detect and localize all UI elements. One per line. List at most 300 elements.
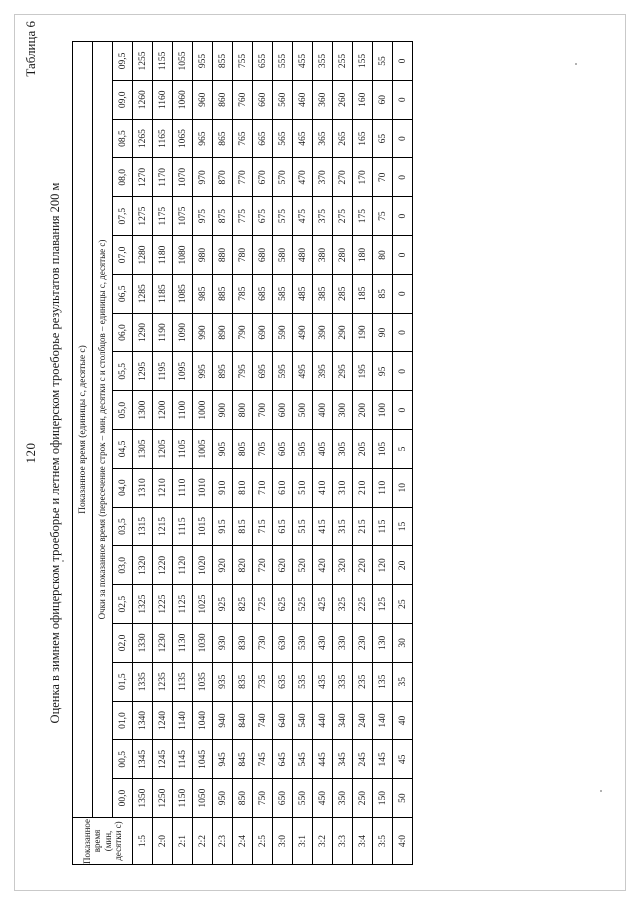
table-cell: 1170 (153, 157, 173, 196)
table-cell: 1015 (193, 507, 213, 546)
table-cell: 960 (193, 80, 213, 119)
table-cell: 410 (313, 468, 333, 507)
table-cell: 1270 (133, 157, 153, 196)
table-cell: 310 (333, 468, 353, 507)
table-cell: 1115 (173, 507, 193, 546)
table-cell: 675 (253, 196, 273, 235)
table-cell: 730 (253, 623, 273, 662)
table-cell: 1110 (173, 468, 193, 507)
table-cell: 900 (213, 390, 233, 429)
table-cell: 230 (353, 623, 373, 662)
table-cell: 445 (313, 739, 333, 778)
table-cell: 770 (233, 157, 253, 196)
column-header: 08,5 (113, 119, 133, 158)
table-cell: 450 (313, 778, 333, 817)
table-cell: 1130 (173, 623, 193, 662)
table-cell: 165 (353, 119, 373, 158)
column-header: 04,0 (113, 468, 133, 507)
table-cell: 435 (313, 662, 333, 701)
table-cell: 150 (373, 778, 393, 817)
row-header: 2:0 (153, 817, 173, 864)
table-cell: 50 (393, 778, 413, 817)
table-cell: 400 (313, 390, 333, 429)
table-cell: 25 (393, 584, 413, 623)
table-cell: 45 (393, 739, 413, 778)
table-cell: 605 (273, 429, 293, 468)
table-cell: 805 (233, 429, 253, 468)
column-header: 07,0 (113, 235, 133, 274)
table-cell: 790 (233, 313, 253, 352)
table-cell: 885 (213, 274, 233, 313)
table-cell: 1125 (173, 584, 193, 623)
table-cell: 1325 (133, 584, 153, 623)
table-cell: 990 (193, 313, 213, 352)
table-cell: 205 (353, 429, 373, 468)
table-cell: 0 (393, 235, 413, 274)
table-cell: 85 (373, 274, 393, 313)
column-header: 02,5 (113, 584, 133, 623)
table-cell: 300 (333, 390, 353, 429)
table-label: Таблица 6 (23, 20, 38, 77)
row-header: 1:5 (133, 817, 153, 864)
table-cell: 15 (393, 507, 413, 546)
table-cell: 360 (313, 80, 333, 119)
table-cell: 720 (253, 545, 273, 584)
table-cell: 545 (293, 739, 313, 778)
table-cell: 110 (373, 468, 393, 507)
table-header-row-2 (93, 41, 113, 864)
table-cell: 5 (393, 429, 413, 468)
table-cell: 95 (373, 351, 393, 390)
table-cell: 0 (393, 196, 413, 235)
table-cell: 765 (233, 119, 253, 158)
table-cell: 455 (293, 41, 313, 80)
table-cell: 1005 (193, 429, 213, 468)
table-cell: 405 (313, 429, 333, 468)
table-cell: 1135 (173, 662, 193, 701)
table-cell: 1240 (153, 701, 173, 740)
table-cell: 370 (313, 157, 333, 196)
table-cell: 1060 (173, 80, 193, 119)
table-cell: 555 (273, 41, 293, 80)
table-cell: 780 (233, 235, 253, 274)
table-cell: 1180 (153, 235, 173, 274)
table-cell: 1245 (153, 739, 173, 778)
table-cell: 1215 (153, 507, 173, 546)
table-cell: 1165 (153, 119, 173, 158)
table-cell: 1305 (133, 429, 153, 468)
table-cell: 420 (313, 545, 333, 584)
table-cell: 70 (373, 157, 393, 196)
table-cell: 1275 (133, 196, 153, 235)
table-cell: 1040 (193, 701, 213, 740)
table-cell: 280 (333, 235, 353, 274)
table-cell: 1340 (133, 701, 153, 740)
column-header: 00,5 (113, 739, 133, 778)
table-cell: 475 (293, 196, 313, 235)
table-cell: 550 (293, 778, 313, 817)
table-cell: 510 (293, 468, 313, 507)
table-cell: 1260 (133, 80, 153, 119)
table-cell: 565 (273, 119, 293, 158)
table-cell: 1145 (173, 739, 193, 778)
table-cell: 1300 (133, 390, 153, 429)
column-header: 08,0 (113, 157, 133, 196)
table-cell: 745 (253, 739, 273, 778)
table-cell: 635 (273, 662, 293, 701)
table-cell: 715 (253, 507, 273, 546)
page-title: Оценка в зимнем офицерском троеборье и летнем офицерском троеборье результатов плавания 200 м (48, 182, 62, 723)
table-cell: 840 (233, 701, 253, 740)
table-cell: 580 (273, 235, 293, 274)
table-cell: 1025 (193, 584, 213, 623)
column-header: 09,5 (113, 41, 133, 80)
table-header-row-3 (113, 41, 133, 864)
table-cell: 935 (213, 662, 233, 701)
table-cell: 125 (373, 584, 393, 623)
table-cell: 1155 (153, 41, 173, 80)
table-row (173, 41, 193, 864)
table-cell: 1105 (173, 429, 193, 468)
table-row (373, 41, 393, 864)
table-cell: 1350 (133, 778, 153, 817)
table-cell: 160 (353, 80, 373, 119)
table-cell: 785 (233, 274, 253, 313)
table-cell: 640 (273, 701, 293, 740)
table-cell: 1265 (133, 119, 153, 158)
column-header: 03,5 (113, 507, 133, 546)
table-cell: 275 (333, 196, 353, 235)
column-header: 06,5 (113, 274, 133, 313)
table-cell: 1050 (193, 778, 213, 817)
table-cell: 855 (213, 41, 233, 80)
table-cell: 460 (293, 80, 313, 119)
table-cell: 490 (293, 313, 313, 352)
table-cell: 1080 (173, 235, 193, 274)
table-cell: 0 (393, 274, 413, 313)
table-cell: 350 (333, 778, 353, 817)
table-cell: 755 (233, 41, 253, 80)
row-header: 3:1 (293, 817, 313, 864)
column-header: 04,5 (113, 429, 133, 468)
table-cell: 195 (353, 351, 373, 390)
table-cell: 175 (353, 196, 373, 235)
table-cell: 860 (213, 80, 233, 119)
table-cell: 290 (333, 313, 353, 352)
table-cell: 930 (213, 623, 233, 662)
table-cell: 1195 (153, 351, 173, 390)
table-cell: 425 (313, 584, 333, 623)
table-cell: 385 (313, 274, 333, 313)
table-cell: 1200 (153, 390, 173, 429)
table-cell: 100 (373, 390, 393, 429)
table-cell: 970 (193, 157, 213, 196)
table-cell: 20 (393, 545, 413, 584)
table-cell: 1030 (193, 623, 213, 662)
column-header: 01,5 (113, 662, 133, 701)
table-cell: 610 (273, 468, 293, 507)
table-cell: 495 (293, 351, 313, 390)
table-cell: 170 (353, 157, 373, 196)
table-cell: 620 (273, 545, 293, 584)
table-cell: 760 (233, 80, 253, 119)
column-header: 07,5 (113, 196, 133, 235)
table-cell: 35 (393, 662, 413, 701)
table-cell: 10 (393, 468, 413, 507)
table-cell: 1250 (153, 778, 173, 817)
table-cell: 520 (293, 545, 313, 584)
table-cell: 650 (273, 778, 293, 817)
row-header: 3:2 (313, 817, 333, 864)
table-cell: 0 (393, 41, 413, 80)
table-cell: 535 (293, 662, 313, 701)
table-row (153, 41, 173, 864)
table-cell: 1210 (153, 468, 173, 507)
table-cell: 725 (253, 584, 273, 623)
table-cell: 240 (353, 701, 373, 740)
table-cell: 200 (353, 390, 373, 429)
table-cell: 60 (373, 80, 393, 119)
corner-line-3: (мин, (102, 830, 113, 851)
table-cell: 1070 (173, 157, 193, 196)
table-cell: 1235 (153, 662, 173, 701)
table-cell: 0 (393, 157, 413, 196)
table-cell: 365 (313, 119, 333, 158)
table-cell: 1000 (193, 390, 213, 429)
table-cell: 540 (293, 701, 313, 740)
table-cell: 865 (213, 119, 233, 158)
table-cell: 980 (193, 235, 213, 274)
table-cell: 940 (213, 701, 233, 740)
table-cell: 1345 (133, 739, 153, 778)
table-cell: 30 (393, 623, 413, 662)
page-number: 120 (23, 442, 38, 463)
table-cell: 1295 (133, 351, 153, 390)
table-cell: 1160 (153, 80, 173, 119)
scoring-table-container (72, 41, 413, 865)
column-header: 05,0 (113, 390, 133, 429)
row-header: 2:2 (193, 817, 213, 864)
column-header: 00,0 (113, 778, 133, 817)
table-cell: 525 (293, 584, 313, 623)
table-cell: 705 (253, 429, 273, 468)
table-cell: 185 (353, 274, 373, 313)
table-cell: 1335 (133, 662, 153, 701)
table-cell: 595 (273, 351, 293, 390)
table-cell: 225 (353, 584, 373, 623)
table-cell: 180 (353, 235, 373, 274)
table-cell: 1095 (173, 351, 193, 390)
table-cell: 925 (213, 584, 233, 623)
table-cell: 330 (333, 623, 353, 662)
table-cell: 1190 (153, 313, 173, 352)
table-row (233, 41, 253, 864)
table-cell: 965 (193, 119, 213, 158)
table-cell: 1020 (193, 545, 213, 584)
table-cell: 735 (253, 662, 273, 701)
table-cell: 750 (253, 778, 273, 817)
column-header: 09,0 (113, 80, 133, 119)
table-cell: 1320 (133, 545, 153, 584)
table-cell: 1075 (173, 196, 193, 235)
column-header: 06,0 (113, 313, 133, 352)
table-cell: 1285 (133, 274, 153, 313)
row-header: 4:0 (393, 817, 413, 864)
table-cell: 255 (333, 41, 353, 80)
table-cell: 260 (333, 80, 353, 119)
table-row (333, 41, 353, 864)
table-cell: 575 (273, 196, 293, 235)
table-cell: 80 (373, 235, 393, 274)
table-cell: 995 (193, 351, 213, 390)
table-cell: 880 (213, 235, 233, 274)
table-cell: 485 (293, 274, 313, 313)
table-cell: 390 (313, 313, 333, 352)
table-cell: 1230 (153, 623, 173, 662)
table-cell: 1035 (193, 662, 213, 701)
table-cell: 890 (213, 313, 233, 352)
table-cell: 1315 (133, 507, 153, 546)
table-cell: 440 (313, 701, 333, 740)
table-cell: 250 (353, 778, 373, 817)
table-cell: 975 (193, 196, 213, 235)
table-cell: 105 (373, 429, 393, 468)
table-cell: 55 (373, 41, 393, 80)
table-cell: 430 (313, 623, 333, 662)
table-body (73, 41, 413, 864)
table-cell: 210 (353, 468, 373, 507)
table-cell: 515 (293, 507, 313, 546)
table-cell: 315 (333, 507, 353, 546)
rotated-page-content (20, 13, 620, 893)
table-cell: 530 (293, 623, 313, 662)
table-cell: 345 (333, 739, 353, 778)
table-cell: 145 (373, 739, 393, 778)
table-cell: 665 (253, 119, 273, 158)
table-cell: 630 (273, 623, 293, 662)
table-cell: 380 (313, 235, 333, 274)
table-cell: 305 (333, 429, 353, 468)
table-cell: 1100 (173, 390, 193, 429)
table-cell: 1280 (133, 235, 153, 274)
table-cell: 335 (333, 662, 353, 701)
table-cell: 810 (233, 468, 253, 507)
table-cell: 1330 (133, 623, 153, 662)
table-cell: 915 (213, 507, 233, 546)
table-row (253, 41, 273, 864)
table-row (293, 41, 313, 864)
table-cell: 325 (333, 584, 353, 623)
table-cell: 945 (213, 739, 233, 778)
table-cell: 90 (373, 313, 393, 352)
scan-speck (62, 560, 64, 562)
row-header: 3:0 (273, 817, 293, 864)
table-cell: 0 (393, 80, 413, 119)
table-cell: 235 (353, 662, 373, 701)
table-cell: 270 (333, 157, 353, 196)
column-header: 02,0 (113, 623, 133, 662)
table-cell: 870 (213, 157, 233, 196)
table-cell: 75 (373, 196, 393, 235)
table-row (353, 41, 373, 864)
table-cell: 130 (373, 623, 393, 662)
table-cell: 470 (293, 157, 313, 196)
row-header: 3:3 (333, 817, 353, 864)
table-cell: 295 (333, 351, 353, 390)
table-cell: 820 (233, 545, 253, 584)
column-header: 05,5 (113, 351, 133, 390)
table-cell: 395 (313, 351, 333, 390)
table-cell: 670 (253, 157, 273, 196)
scoring-table (72, 41, 413, 865)
table-row (193, 41, 213, 864)
table-cell: 825 (233, 584, 253, 623)
span-header: Показанное время (единицы с, десятые с) (73, 41, 93, 817)
table-cell: 245 (353, 739, 373, 778)
table-row (393, 41, 413, 864)
table-cell: 265 (333, 119, 353, 158)
table-cell: 500 (293, 390, 313, 429)
table-cell: 660 (253, 80, 273, 119)
table-cell: 1055 (173, 41, 193, 80)
table-cell: 355 (313, 41, 333, 80)
table-cell: 465 (293, 119, 313, 158)
row-header: 2:3 (213, 817, 233, 864)
row-header: 3:4 (353, 817, 373, 864)
table-cell: 0 (393, 390, 413, 429)
table-cell: 1205 (153, 429, 173, 468)
table-cell: 215 (353, 507, 373, 546)
table-cell: 645 (273, 739, 293, 778)
table-cell: 190 (353, 313, 373, 352)
table-cell: 1290 (133, 313, 153, 352)
table-cell: 65 (373, 119, 393, 158)
table-cell: 415 (313, 507, 333, 546)
table-cell: 740 (253, 701, 273, 740)
table-cell: 800 (233, 390, 253, 429)
table-cell: 815 (233, 507, 253, 546)
table-cell: 845 (233, 739, 253, 778)
table-cell: 115 (373, 507, 393, 546)
table-cell: 920 (213, 545, 233, 584)
table-cell: 0 (393, 119, 413, 158)
row-header: 2:5 (253, 817, 273, 864)
table-cell: 40 (393, 701, 413, 740)
table-cell: 985 (193, 274, 213, 313)
table-cell: 220 (353, 545, 373, 584)
table-cell: 795 (233, 351, 253, 390)
row-header: 2:1 (173, 817, 193, 864)
table-cell: 1150 (173, 778, 193, 817)
table-row (313, 41, 333, 864)
table-cell: 375 (313, 196, 333, 235)
table-cell: 120 (373, 545, 393, 584)
table-cell: 1085 (173, 274, 193, 313)
table-cell: 830 (233, 623, 253, 662)
table-cell: 600 (273, 390, 293, 429)
table-cell: 480 (293, 235, 313, 274)
table-cell: 690 (253, 313, 273, 352)
scan-speck (600, 790, 602, 792)
table-cell: 590 (273, 313, 293, 352)
table-cell: 710 (253, 468, 273, 507)
table-cell: 700 (253, 390, 273, 429)
table-header-row-1 (73, 41, 93, 864)
table-row (273, 41, 293, 864)
table-cell: 1065 (173, 119, 193, 158)
table-cell: 1225 (153, 584, 173, 623)
table-cell: 835 (233, 662, 253, 701)
